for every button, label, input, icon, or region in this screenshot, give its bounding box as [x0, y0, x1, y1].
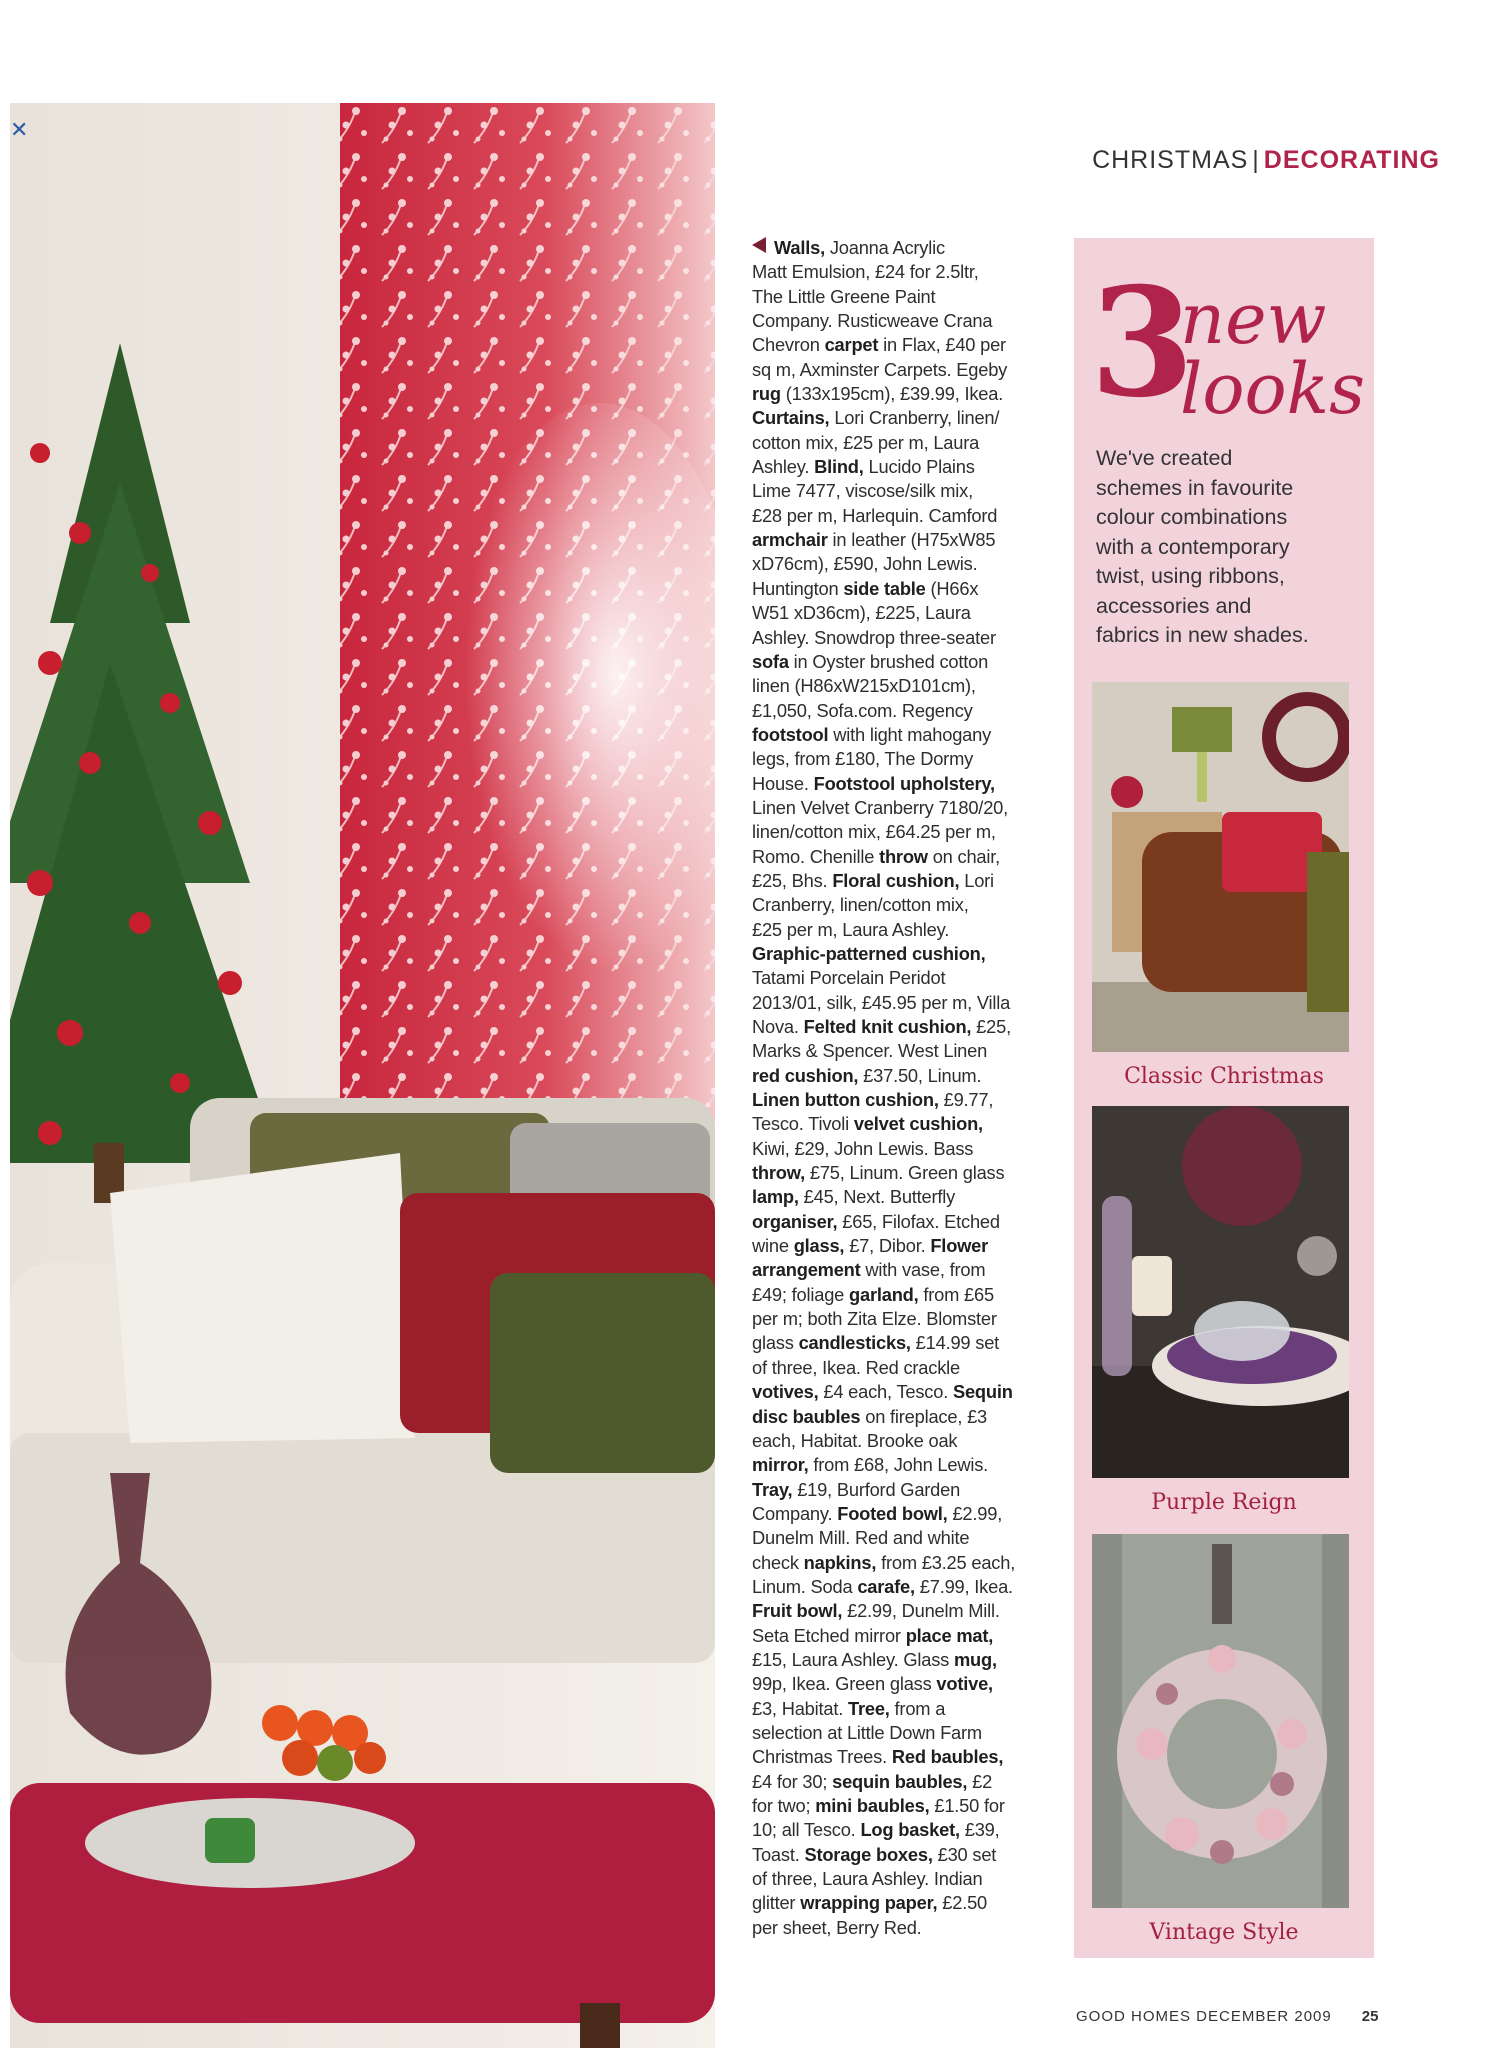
credit-line [752, 1648, 1052, 1672]
credit-line [752, 845, 1052, 869]
credit-text: linen/cotton mix, £64.25 per m, [752, 821, 996, 843]
credit-item-name: rug [752, 383, 781, 405]
credit-text: £30 set [932, 1843, 997, 1865]
credit-text: £15, Laura Ashley. Glass [752, 1648, 954, 1670]
credit-item-name: Sequin [952, 1381, 1013, 1403]
credit-line [752, 1210, 1052, 1234]
credit-text: Christmas Trees. [752, 1746, 892, 1768]
credit-line [752, 1185, 1052, 1209]
credit-text: £25 per m, Laura Ashley. [752, 918, 950, 940]
credit-line [752, 820, 1052, 844]
credit-text: xD76cm), £590, John Lewis. [752, 553, 978, 575]
intro-line: twist, using ribbons, [1096, 564, 1285, 588]
credit-line [752, 431, 1052, 455]
credit-text: from a [889, 1697, 946, 1719]
credit-line [752, 1818, 1052, 1842]
credit-text: Joanna Acrylic [824, 237, 945, 258]
credit-text: £37.50, Linum. [858, 1064, 982, 1086]
credit-text: 99p, Ikea. Green glass [752, 1673, 937, 1695]
credit-item-name: Blind, [814, 456, 864, 478]
credit-item-name: Red baubles, [891, 1746, 1004, 1768]
credit-item-name: organiser, [752, 1210, 838, 1232]
credit-text: Romo. Chenille [752, 845, 880, 867]
credit-line [752, 1331, 1052, 1355]
headline-word-new: new [1180, 278, 1327, 360]
credit-line [752, 333, 1052, 357]
credit-item-name: glass, [793, 1235, 845, 1257]
credit-text: Company. Rusticweave Crana [752, 310, 993, 332]
credit-text: (H66x [925, 577, 979, 599]
credit-text: Lori Cranberry, linen/ [829, 407, 1000, 429]
credit-line [752, 1624, 1052, 1648]
credit-line [752, 406, 1052, 430]
credit-line [752, 309, 1052, 333]
credit-line [752, 626, 1052, 650]
credit-text: £2.50 [937, 1892, 988, 1914]
credit-line [752, 1697, 1052, 1721]
credit-item-name: mini baubles, [815, 1795, 930, 1816]
subsection-label: DECORATING [1263, 146, 1440, 174]
credit-item-name: Footed bowl, [837, 1502, 948, 1524]
credit-line [752, 504, 1052, 528]
credit-text: Marks & Spencer. West Linen [752, 1040, 988, 1062]
credit-item-name: Flower [930, 1235, 989, 1257]
look-caption-purple: Purple Reign [1151, 1490, 1297, 1515]
credit-text: £75, Linum. Green glass [804, 1162, 1005, 1184]
credit-text: The Little Greene Paint [752, 285, 936, 307]
credit-line [752, 942, 1052, 966]
credit-line [752, 1770, 1052, 1794]
intro-line: colour combinations [1096, 505, 1288, 529]
credit-item-name: carpet [824, 334, 879, 356]
corner-cross-mark: ✕ [10, 118, 29, 143]
credit-text: £1.50 for [929, 1795, 1005, 1816]
page-number: 25 [1361, 2008, 1379, 2025]
credit-text: per m; both Zita Elze. Blomster [752, 1308, 997, 1330]
credit-line [752, 1526, 1052, 1550]
credit-text: Kiwi, £29, John Lewis. Bass [752, 1137, 974, 1159]
credit-line [752, 1356, 1052, 1380]
product-credits [752, 236, 1052, 1940]
credit-line [752, 552, 1052, 576]
credit-text: Lori [959, 869, 994, 891]
credit-item-name: Linen button cushion, [752, 1089, 939, 1111]
credit-item-name: armchair [752, 529, 828, 551]
credit-text: linen (H86xW215xD101cm), [752, 675, 976, 697]
credit-text: £7, Dibor. [844, 1235, 931, 1257]
credit-line [752, 1307, 1052, 1331]
credit-line [752, 382, 1052, 406]
new-looks-sidebar [1074, 238, 1374, 1958]
credit-line [752, 1478, 1052, 1502]
credit-text: Seta Etched mirror [752, 1624, 906, 1646]
credit-line [752, 650, 1052, 674]
credit-text: £4 for 30; [752, 1770, 833, 1792]
credit-item-name: Floral cushion, [832, 869, 960, 891]
credit-line [752, 1015, 1052, 1039]
credit-item-name: Tree, [847, 1697, 890, 1719]
header-separator: | [1252, 146, 1260, 174]
intro-line: fabrics in new shades. [1096, 623, 1309, 647]
credit-text: from £68, John Lewis. [808, 1454, 989, 1476]
credit-item-name: velvet cushion, [853, 1113, 983, 1135]
credit-line [752, 1039, 1052, 1063]
credit-text: Lime 7477, viscose/silk mix, [752, 480, 973, 502]
credit-line [752, 1599, 1052, 1623]
credit-item-name: sequin baubles, [832, 1770, 968, 1792]
credit-line [752, 528, 1052, 552]
credit-text: £9.77, [938, 1089, 994, 1111]
intro-line: accessories and [1096, 593, 1252, 618]
credit-text: Nova. [752, 1016, 804, 1037]
credit-item-name: Curtains, [752, 407, 830, 429]
credit-item-name: garland, [849, 1283, 919, 1305]
credit-line [752, 1137, 1052, 1161]
credit-item-name: votive, [936, 1673, 993, 1695]
credit-line [752, 1258, 1052, 1282]
credit-line [752, 966, 1052, 990]
credit-line [752, 918, 1052, 942]
credit-line [752, 577, 1052, 601]
credit-text: Ashley. [752, 456, 815, 478]
credit-line [752, 1283, 1052, 1307]
credit-line [752, 1112, 1052, 1136]
credit-item-name: side table [843, 577, 926, 599]
credit-line [752, 1867, 1052, 1891]
credit-item-name: place mat, [905, 1624, 994, 1646]
credit-text: in leather (H75xW85 [827, 529, 996, 551]
look-caption-classic: Classic Christmas [1124, 1064, 1324, 1089]
credit-text: in Oyster brushed cotton [788, 650, 989, 672]
credit-text: £3, Habitat. [752, 1697, 848, 1719]
credit-text: Lucido Plains [863, 456, 975, 478]
credit-item-name: votives, [752, 1381, 819, 1403]
credit-line [752, 260, 1052, 284]
credit-text: £4 each, Tesco. [818, 1381, 953, 1403]
credit-item-name: disc baubles [752, 1405, 861, 1427]
credit-text: £2 [967, 1770, 993, 1792]
credit-text: sq m, Axminster Carpets. Egeby [752, 358, 1008, 380]
credit-item-name: Felted knit cushion, [803, 1016, 972, 1037]
issue-label: GOOD HOMES DECEMBER 2009 [1076, 2008, 1332, 2025]
credit-line [752, 1575, 1052, 1599]
credit-text: Ashley. Snowdrop three-seater [752, 626, 996, 648]
credit-text: Linen Velvet Cranberry 7180/20, [752, 796, 1009, 818]
credit-text: each, Habitat. Brooke oak [752, 1429, 958, 1451]
credit-text: check [752, 1551, 804, 1573]
credit-text: £28 per m, Harlequin. Camford [752, 504, 998, 526]
credit-line [752, 1794, 1052, 1818]
credit-text: in Flax, £40 per [878, 334, 1006, 356]
intro-line: schemes in favourite [1096, 475, 1294, 500]
credit-text: £45, Next. Butterfly [798, 1186, 956, 1208]
credit-item-name: Walls, [774, 237, 825, 258]
credit-text: £2.99, Dunelm Mill. [842, 1600, 1000, 1622]
credit-text: per sheet, Berry Red. [752, 1916, 922, 1938]
credit-line [752, 893, 1052, 917]
credit-line [752, 1429, 1052, 1453]
credit-line [752, 358, 1052, 382]
credit-line [752, 747, 1052, 771]
intro-line: with a contemporary [1096, 534, 1290, 559]
credit-item-name: arrangement [752, 1259, 861, 1281]
intro-line: We've created [1096, 446, 1233, 470]
credit-text: £7.99, Ikea. [914, 1575, 1013, 1597]
credit-line [752, 1843, 1052, 1867]
credit-line [752, 455, 1052, 479]
credit-item-name: lamp, [752, 1186, 799, 1208]
credit-text: wine [752, 1235, 794, 1257]
credit-item-name: wrapping paper, [800, 1892, 938, 1914]
credit-line [752, 1405, 1052, 1429]
credit-text: £39, [959, 1819, 1000, 1841]
credit-text: Matt Emulsion, £24 for 2.5ltr, [752, 261, 979, 283]
credit-text: £2.99, [947, 1502, 1003, 1524]
credit-text: W51 xD36cm), £225, Laura [752, 602, 971, 624]
credit-item-name: mirror, [752, 1454, 809, 1476]
credit-item-name: red cushion, [752, 1064, 859, 1086]
section-header [1000, 146, 1440, 175]
credit-text: £1,050, Sofa.com. Regency [752, 699, 973, 721]
credit-text: £49; foliage [752, 1283, 850, 1305]
credit-line [752, 285, 1052, 309]
classic-christmas-photo [1092, 682, 1349, 1052]
credit-item-name: sofa [752, 650, 789, 672]
credit-line [752, 479, 1052, 503]
left-arrow-icon [752, 237, 766, 253]
credit-text: £65, Filofax. Etched [837, 1210, 1000, 1232]
credit-line [752, 1891, 1052, 1915]
credit-item-name: candlesticks, [798, 1332, 911, 1354]
credit-item-name: carafe, [857, 1575, 915, 1597]
credit-text: Tesco. Tivoli [752, 1113, 854, 1135]
credit-text: Huntington [752, 577, 844, 599]
credit-item-name: Graphic-patterned cushion, [752, 942, 986, 964]
credit-item-name: throw, [752, 1162, 805, 1184]
credit-item-name: Log basket, [860, 1819, 960, 1841]
headline-numeral: 3 [1090, 255, 1195, 431]
credit-text: for two; [752, 1795, 816, 1816]
credit-item-name: Tray, [752, 1478, 793, 1500]
credit-text: from £3.25 each, [876, 1551, 1016, 1573]
credit-line [752, 1088, 1052, 1112]
credit-line [752, 1453, 1052, 1477]
credit-line [752, 1380, 1052, 1404]
credit-text: 2013/01, silk, £45.95 per m, Villa [752, 991, 1011, 1013]
credit-line [752, 1551, 1052, 1575]
credit-line [752, 1672, 1052, 1696]
credit-line [752, 1502, 1052, 1526]
credit-text: glass [752, 1332, 799, 1354]
credit-line [752, 1234, 1052, 1258]
credit-line [752, 1721, 1052, 1745]
credit-line [752, 1916, 1052, 1940]
credit-item-name: Footstool upholstery, [813, 772, 995, 794]
credit-text: £19, Burford Garden [792, 1478, 961, 1500]
credit-line [752, 1161, 1052, 1185]
credit-line [752, 1064, 1052, 1088]
credit-text: £14.99 set [910, 1332, 1000, 1354]
credit-text: Linum. Soda [752, 1575, 858, 1597]
credit-line [752, 674, 1052, 698]
credit-line [752, 869, 1052, 893]
credit-line [752, 601, 1052, 625]
sidebar-intro [1096, 444, 1366, 651]
credit-text: 10; all Tesco. [752, 1819, 861, 1841]
credit-line [752, 236, 1052, 260]
credit-text: £25, [971, 1016, 1011, 1037]
credit-text: Tatami Porcelain Peridot [752, 967, 946, 989]
credit-text: of three, Laura Ashley. Indian [752, 1868, 983, 1890]
credit-text: cotton mix, £25 per m, Laura [752, 431, 980, 453]
living-room-photo [10, 103, 715, 2048]
credit-item-name: throw [879, 845, 928, 867]
credit-text: Toast. [752, 1843, 805, 1865]
credit-line [752, 723, 1052, 747]
section-label: CHRISTMAS [1092, 146, 1249, 174]
credit-item-name: footstool [752, 723, 829, 745]
credit-text: with light mahogany [828, 723, 992, 745]
credit-text: on fireplace, £3 [860, 1405, 988, 1427]
purple-reign-photo [1092, 1106, 1349, 1478]
credit-text: on chair, [927, 845, 1001, 867]
vintage-style-photo [1092, 1534, 1349, 1908]
credit-text: glitter [752, 1892, 801, 1914]
credit-text: Chevron [752, 334, 825, 356]
credit-line [752, 772, 1052, 796]
credit-item-name: Fruit bowl, [752, 1600, 843, 1622]
credit-text: legs, from £180, The Dormy [752, 748, 974, 770]
credit-line [752, 699, 1052, 723]
credit-text: Company. [752, 1502, 838, 1524]
credit-item-name: mug, [953, 1648, 997, 1670]
credit-text: selection at Little Down Farm [752, 1721, 982, 1743]
credit-text: with vase, from [860, 1259, 986, 1281]
credit-text: of three, Ikea. Red crackle [752, 1356, 960, 1378]
credit-text: from £65 [918, 1283, 994, 1305]
credit-text: House. [752, 772, 814, 794]
page-footer [1076, 2008, 1378, 2025]
credit-text: Cranberry, linen/cotton mix, [752, 894, 969, 916]
credit-text: Dunelm Mill. Red and white [752, 1527, 970, 1549]
credit-line [752, 991, 1052, 1015]
credit-item-name: Storage boxes, [804, 1843, 933, 1865]
credit-text: £25, Bhs. [752, 869, 833, 891]
credit-text: (133x195cm), £39.99, Ikea. [780, 383, 1004, 405]
credit-line [752, 1745, 1052, 1769]
look-caption-vintage: Vintage Style [1149, 1920, 1299, 1945]
credit-item-name: napkins, [803, 1551, 877, 1573]
headline-word-looks: looks [1180, 348, 1366, 430]
credit-line [752, 796, 1052, 820]
